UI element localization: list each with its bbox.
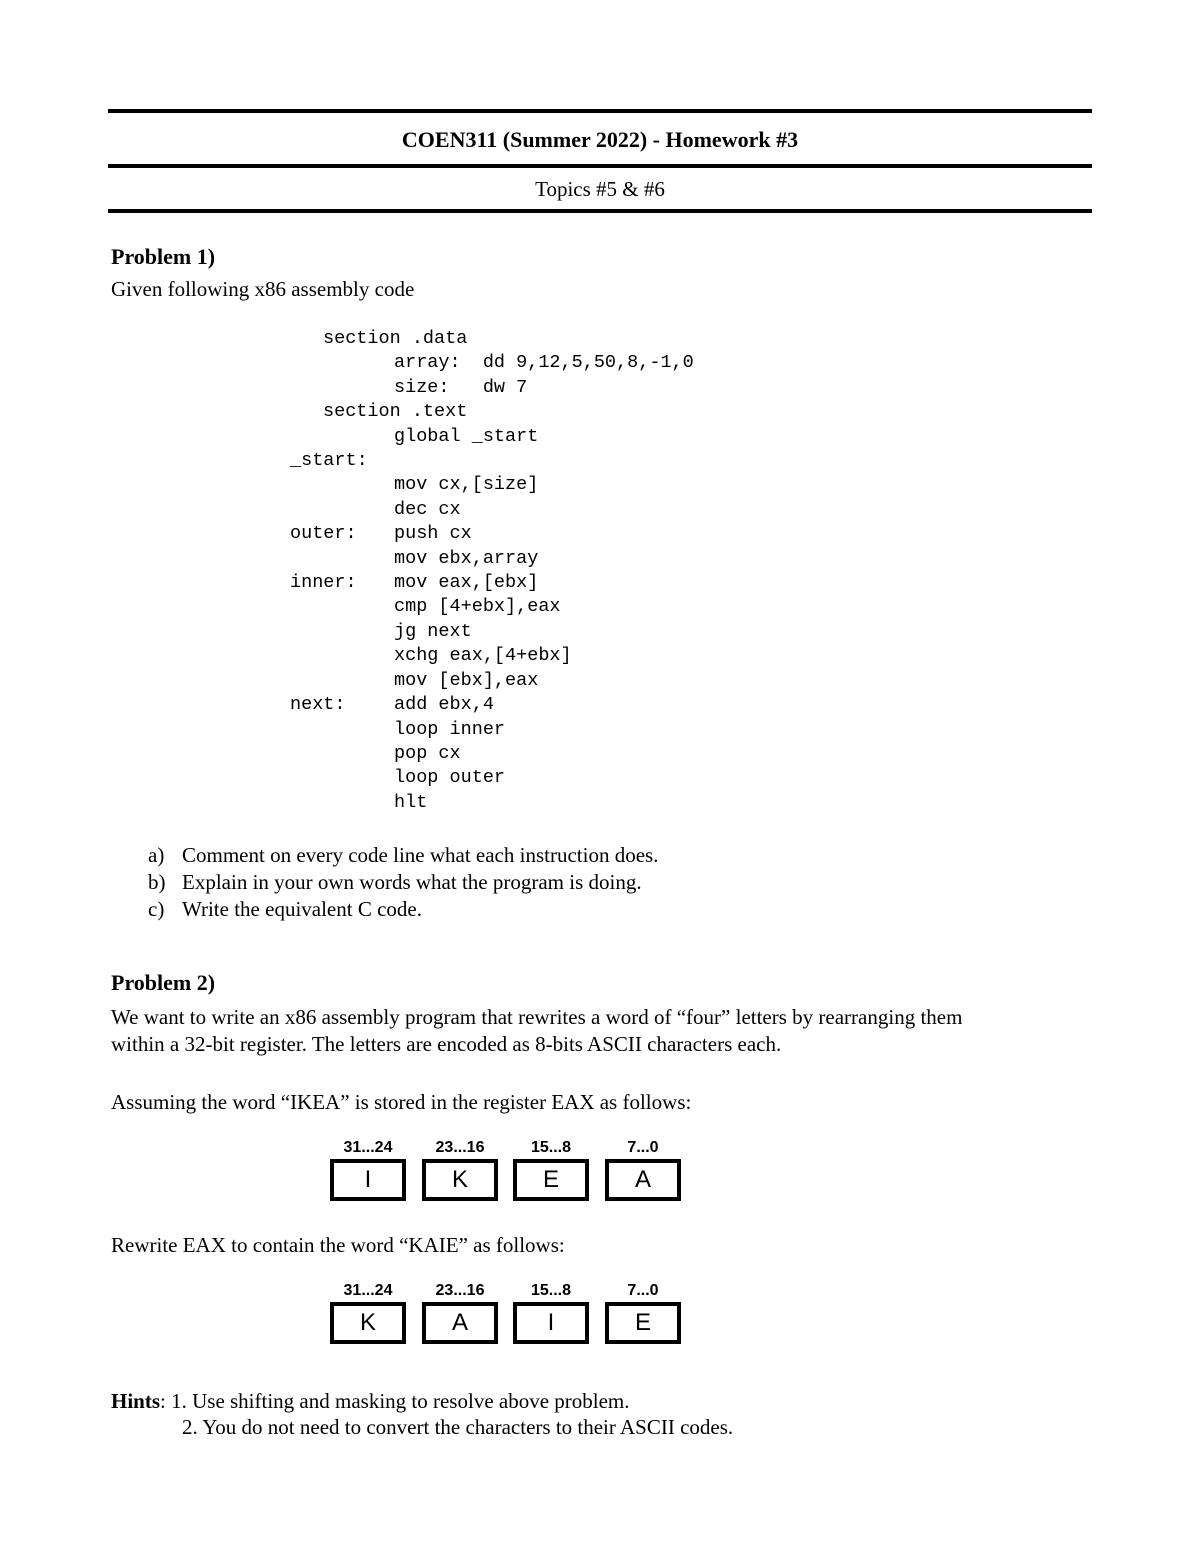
code-instruction: loop outer bbox=[394, 767, 506, 789]
code-line bbox=[290, 547, 694, 571]
register-byte bbox=[330, 1280, 406, 1344]
subtitle-rule bbox=[108, 209, 1092, 213]
question-item bbox=[148, 842, 658, 869]
code-line bbox=[290, 327, 694, 351]
rewrite-text: Rewrite EAX to contain the word “KAIE” as follows: bbox=[111, 1233, 565, 1257]
title-rule bbox=[108, 164, 1092, 168]
code-instruction: dec cx bbox=[394, 498, 461, 520]
byte-letter: E bbox=[605, 1302, 681, 1344]
code-line bbox=[290, 449, 694, 473]
bit-range-label: 31...24 bbox=[343, 1139, 393, 1156]
problem2-description-line2: within a 32-bit register. The letters are encoded as 8-bits ASCII characters each. bbox=[111, 1032, 782, 1056]
byte-letter: K bbox=[422, 1159, 498, 1201]
problem1-intro: Given following x86 assembly code bbox=[111, 277, 415, 301]
register-byte bbox=[422, 1137, 498, 1201]
code-instruction: mov eax,[ebx] bbox=[394, 572, 539, 594]
code-line bbox=[290, 644, 694, 668]
question-marker: a) bbox=[148, 843, 165, 867]
bit-range-label: 23...16 bbox=[435, 1139, 485, 1156]
code-line bbox=[290, 522, 694, 546]
code-instruction: mov cx,[size] bbox=[394, 474, 539, 496]
code-instruction: push cx bbox=[394, 523, 472, 545]
code-instruction: section .data bbox=[323, 328, 468, 349]
byte-letter: K bbox=[330, 1302, 406, 1344]
code-instruction: add ebx,4 bbox=[394, 694, 494, 716]
code-label: _start: bbox=[290, 450, 368, 472]
document-title: COEN311 (Summer 2022) - Homework #3 bbox=[401, 127, 799, 152]
register-byte bbox=[513, 1280, 589, 1344]
question-marker: c) bbox=[148, 897, 165, 921]
code-instruction: mov ebx,array bbox=[394, 547, 539, 569]
problem2-description-line1: We want to write an x86 assembly program that rewrites a word of “four” letters by rearranging them bbox=[111, 1005, 963, 1029]
question-item bbox=[148, 896, 658, 923]
question-text: Write the equivalent C code. bbox=[182, 897, 422, 921]
hint-2: 2. You do not need to convert the characters to their ASCII codes. bbox=[182, 1415, 734, 1439]
code-line bbox=[290, 498, 694, 522]
register-byte bbox=[605, 1137, 681, 1201]
register-byte bbox=[422, 1280, 498, 1344]
problem1-heading: Problem 1) bbox=[111, 244, 216, 269]
byte-letter: A bbox=[422, 1302, 498, 1344]
code-line bbox=[290, 718, 694, 742]
code-line bbox=[290, 571, 694, 595]
bit-range-label: 23...16 bbox=[435, 1282, 485, 1299]
code-line bbox=[290, 351, 694, 375]
bit-range-label: 7...0 bbox=[627, 1139, 659, 1156]
code-line bbox=[290, 595, 694, 619]
code-instruction: array: dd 9,12,5,50,8,-1,0 bbox=[394, 352, 694, 374]
byte-letter: I bbox=[330, 1159, 406, 1201]
code-line bbox=[290, 425, 694, 449]
question-text: Explain in your own words what the program is doing. bbox=[182, 870, 642, 894]
code-line bbox=[290, 473, 694, 497]
code-label: next: bbox=[290, 694, 346, 716]
code-line bbox=[290, 693, 694, 717]
code-instruction: section .text bbox=[323, 401, 468, 423]
register-eax-before bbox=[330, 1137, 690, 1207]
question-text: Comment on every code line what each instruction does. bbox=[182, 843, 659, 867]
code-instruction: xchg eax,[4+ebx] bbox=[394, 645, 572, 667]
register-byte bbox=[605, 1280, 681, 1344]
document-subtitle: Topics #5 & #6 bbox=[535, 177, 665, 201]
hint-1: : 1. Use shifting and masking to resolve above problem. bbox=[160, 1389, 630, 1413]
code-instruction: pop cx bbox=[394, 742, 461, 764]
question-item bbox=[148, 869, 658, 896]
code-instruction: size: dw 7 bbox=[394, 376, 528, 398]
register-eax-after bbox=[330, 1280, 690, 1350]
top-rule bbox=[108, 109, 1092, 113]
bit-range-label: 15...8 bbox=[530, 1139, 572, 1156]
bit-range-label: 31...24 bbox=[343, 1282, 393, 1299]
code-instruction: cmp [4+ebx],eax bbox=[394, 596, 561, 618]
code-line bbox=[290, 669, 694, 693]
byte-letter: A bbox=[605, 1159, 681, 1201]
assembly-code-block bbox=[290, 327, 694, 815]
byte-letter: E bbox=[513, 1159, 589, 1201]
byte-letter: I bbox=[513, 1302, 589, 1344]
register-byte bbox=[513, 1137, 589, 1201]
bit-range-label: 15...8 bbox=[530, 1282, 572, 1299]
problem2-heading: Problem 2) bbox=[111, 970, 216, 995]
code-instruction: global _start bbox=[394, 425, 539, 447]
code-line bbox=[290, 400, 694, 424]
code-line bbox=[290, 742, 694, 766]
register-byte bbox=[330, 1137, 406, 1201]
code-line bbox=[290, 766, 694, 790]
code-label: outer: bbox=[290, 523, 357, 545]
code-label: inner: bbox=[290, 572, 357, 594]
question-marker: b) bbox=[148, 870, 166, 894]
problem1-questions bbox=[148, 842, 658, 923]
hints bbox=[111, 1388, 630, 1415]
code-instruction: mov [ebx],eax bbox=[394, 669, 539, 691]
code-line bbox=[290, 791, 694, 815]
bit-range-label: 7...0 bbox=[627, 1282, 659, 1299]
code-line bbox=[290, 620, 694, 644]
code-instruction: loop inner bbox=[394, 718, 506, 740]
assuming-text: Assuming the word “IKEA” is stored in the register EAX as follows: bbox=[111, 1090, 692, 1114]
code-line bbox=[290, 376, 694, 400]
code-instruction: hlt bbox=[394, 791, 428, 813]
code-instruction: jg next bbox=[394, 620, 472, 642]
hints-label: Hints bbox=[111, 1389, 161, 1413]
